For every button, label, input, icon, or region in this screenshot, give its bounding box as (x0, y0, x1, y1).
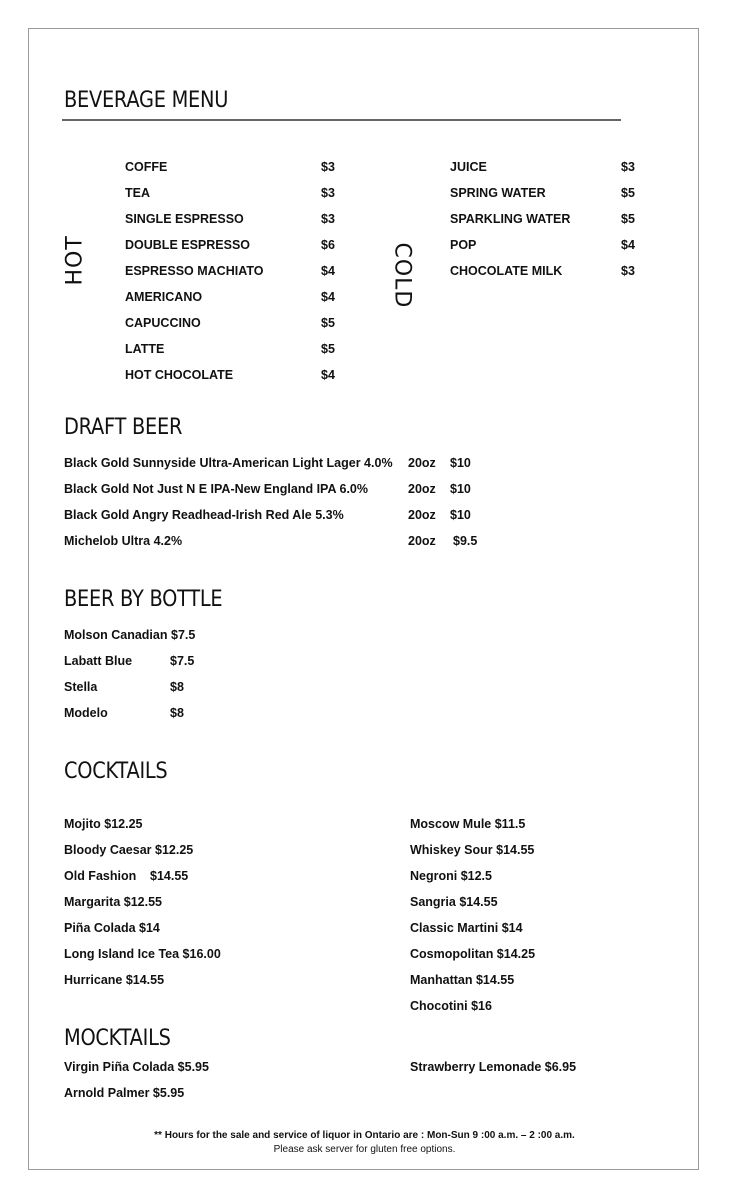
hot-item-name: HOT CHOCOLATE (125, 368, 234, 382)
cold-item-name: CHOCOLATE MILK (450, 264, 563, 278)
bottle-beer-price: $7.5 (170, 654, 195, 668)
cold-item-price: $5 (621, 212, 635, 226)
cocktail-item: Mojito $12.25 (64, 817, 143, 831)
cocktail-item: Cosmopolitan $14.25 (410, 947, 536, 961)
cold-item-price: $5 (621, 186, 635, 200)
cocktail-item: Chocotini $16 (410, 999, 492, 1013)
draft-beer-name: Black Gold Sunnyside Ultra-American Light Lager 4.0% (64, 456, 393, 470)
hot-section-label: HOT (62, 235, 88, 286)
hot-item-name: AMERICANO (125, 290, 203, 304)
bottle-beer-name: Molson Canadian (64, 628, 168, 642)
cold-item-price: $4 (621, 238, 635, 252)
cocktail-item: Hurricane $14.55 (64, 973, 165, 987)
hot-item-price: $3 (321, 160, 335, 174)
hot-item-price: $6 (321, 238, 335, 252)
draft-beer-name: Black Gold Not Just N E IPA-New England IPA 6.0% (64, 482, 368, 496)
hot-item-name: CAPUCCINO (125, 316, 201, 330)
cold-item-price: $3 (621, 160, 635, 174)
liquor-hours-note: ** Hours for the sale and service of liquor in Ontario are : Mon-Sun 9 :00 a.m. – 2 :00 a.m. (154, 1130, 575, 1141)
bottle-beer-price: $7.5 (171, 628, 196, 642)
cocktail-item: Whiskey Sour $14.55 (410, 843, 535, 857)
gluten-free-note: Please ask server for gluten free options. (273, 1144, 456, 1155)
bottle-beer-name: Stella (64, 680, 98, 694)
hot-item-price: $5 (321, 342, 335, 356)
bottle-beer-price: $8 (170, 680, 184, 694)
cocktail-price: $14.55 (150, 869, 189, 883)
cocktail-item: Long Island Ice Tea $16.00 (64, 947, 221, 961)
draft-beer-name: Black Gold Angry Readhead-Irish Red Ale 5.3% (64, 508, 344, 522)
cold-item-name: SPRING WATER (450, 186, 546, 200)
cold-item-price: $3 (621, 264, 635, 278)
mocktail-item: Arnold Palmer $5.95 (64, 1086, 185, 1100)
bottle-beer-name: Modelo (64, 706, 108, 720)
cold-item-name: POP (450, 238, 477, 252)
mocktail-item: Virgin Piña Colada $5.95 (64, 1060, 209, 1074)
draft-beer-size: 20oz (408, 456, 436, 470)
hot-item-price: $4 (321, 290, 335, 304)
cocktail-item: Negroni $12.5 (410, 869, 492, 883)
draft-beer-size: 20oz (408, 508, 436, 522)
draft-beer-price: $10 (450, 508, 471, 522)
menu-title: BEVERAGE MENU (64, 88, 229, 113)
hot-item-name: COFFE (125, 160, 168, 174)
hot-item-name: LATTE (125, 342, 165, 356)
title-divider (62, 119, 621, 121)
hot-item-name: ESPRESSO MACHIATO (125, 264, 264, 278)
draft-beer-heading: DRAFT BEER (64, 415, 183, 440)
cocktail-item: Moscow Mule $11.5 (410, 817, 526, 831)
beer-by-bottle-heading: BEER BY BOTTLE (64, 587, 223, 612)
hot-item-price: $5 (321, 316, 335, 330)
bottle-beer-price: $8 (170, 706, 184, 720)
draft-beer-price: $9.5 (453, 534, 478, 548)
hot-item-name: TEA (125, 186, 150, 200)
mocktail-item: Strawberry Lemonade $6.95 (410, 1060, 577, 1074)
hot-item-name: SINGLE ESPRESSO (125, 212, 244, 226)
draft-beer-size: 20oz (408, 534, 436, 548)
cold-item-name: SPARKLING WATER (450, 212, 571, 226)
cocktail-item: Piña Colada $14 (64, 921, 160, 935)
hot-item-price: $3 (321, 212, 335, 226)
hot-item-name: DOUBLE ESPRESSO (125, 238, 251, 252)
cocktail-item: Margarita $12.55 (64, 895, 162, 909)
draft-beer-price: $10 (450, 456, 471, 470)
draft-beer-size: 20oz (408, 482, 436, 496)
draft-beer-price: $10 (450, 482, 471, 496)
cocktail-item: Classic Martini $14 (410, 921, 523, 935)
hot-item-price: $4 (321, 368, 335, 382)
mocktails-heading: MOCKTAILS (64, 1026, 171, 1051)
hot-item-price: $4 (321, 264, 335, 278)
cocktails-heading: COCKTAILS (64, 759, 168, 784)
cocktail-item: Old Fashion (64, 869, 137, 883)
cocktail-item: Sangria $14.55 (410, 895, 498, 909)
cocktail-item: Bloody Caesar $12.25 (64, 843, 194, 857)
cocktail-item: Manhattan $14.55 (410, 973, 515, 987)
cold-item-name: JUICE (450, 160, 487, 174)
hot-item-price: $3 (321, 186, 335, 200)
cold-section-label: COLD (389, 242, 415, 309)
bottle-beer-name: Labatt Blue (64, 654, 133, 668)
draft-beer-name: Michelob Ultra 4.2% (64, 534, 183, 548)
